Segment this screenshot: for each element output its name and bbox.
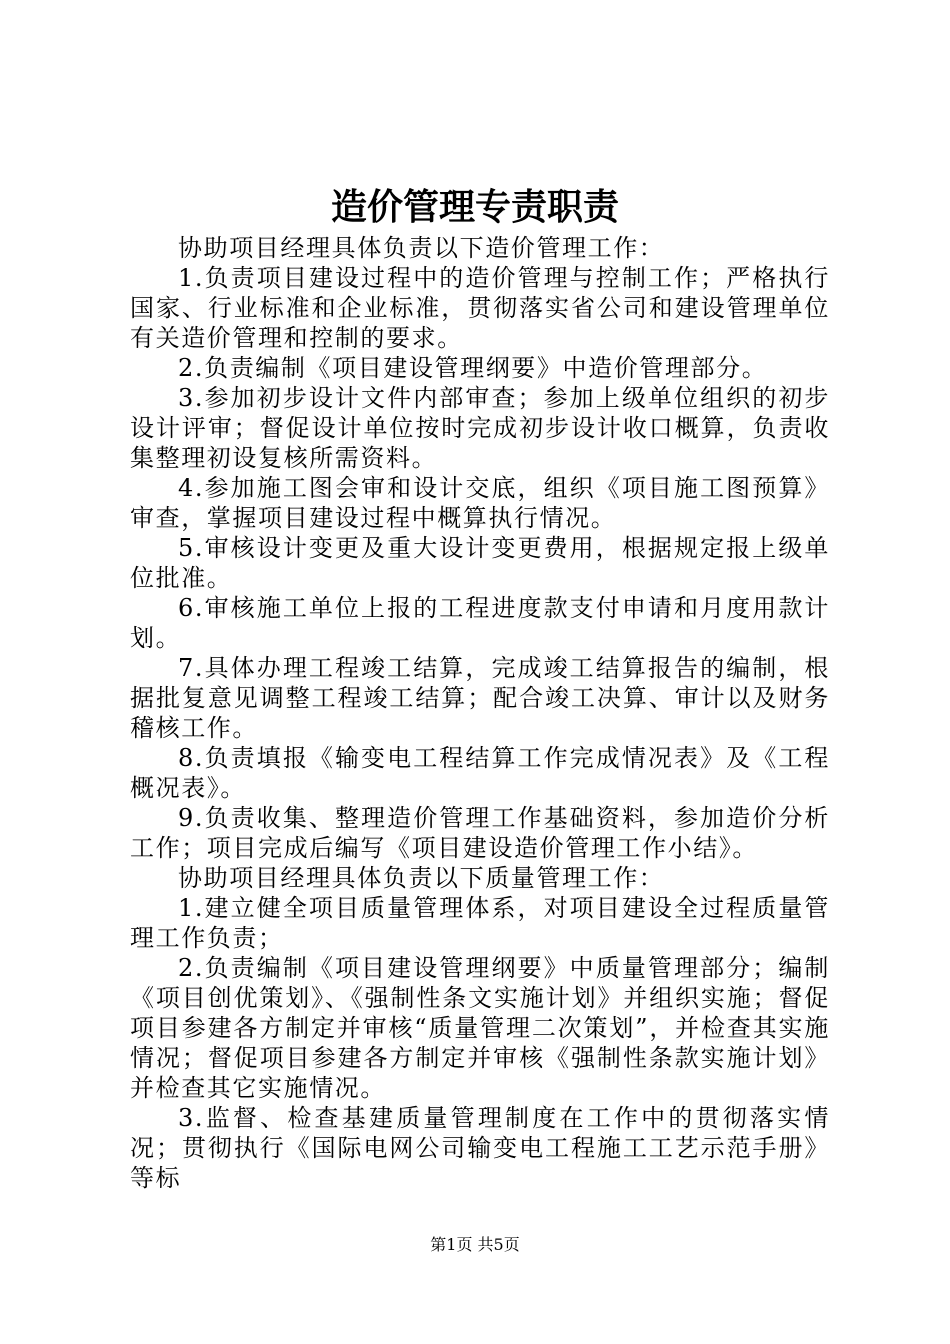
page-footer: 第1页 共5页 <box>430 1235 520 1254</box>
page-title: 造价管理专责职责 <box>330 186 619 228</box>
paragraph-quality-1: 1.建立健全项目质量管理体系，对项目建设全过程质量管理工作负责； <box>130 894 830 952</box>
paragraph-cost-5: 5.审核设计变更及重大设计变更费用，根据规定报上级单位批准。 <box>130 534 830 592</box>
paragraph-quality-2: 2.负责编制《项目建设管理纲要》中质量管理部分；编制《项目创优策划》、《强制性条文实施计划》并组织实施；督促项目参建各方制定并审核“质量管理二次策划”，并检查其实施情况；督促项目参建各方制定并审核《强制性条款实施计划》并检查其它实施情况。 <box>130 954 830 1102</box>
paragraph-cost-2: 2.负责编制《项目建设管理纲要》中造价管理部分。 <box>178 354 768 382</box>
paragraph-cost-4: 4.参加施工图会审和设计交底，组织《项目施工图预算》审查，掌握项目建设过程中概算执行情况。 <box>130 474 830 532</box>
paragraph-intro-cost: 协助项目经理具体负责以下造价管理工作： <box>178 234 665 262</box>
paragraph-cost-9: 9.负责收集、整理造价管理工作基础资料，参加造价分析工作；项目完成后编写《项目建设造价管理工作小结》。 <box>130 804 830 862</box>
paragraph-cost-8: 8.负责填报《输变电工程结算工作完成情况表》及《工程概况表》。 <box>130 744 830 802</box>
document-body <box>130 233 830 1193</box>
paragraph-quality-3: 3.监督、检查基建质量管理制度在工作中的贯彻落实情况；贯彻执行《国际电网公司输变电工程施工工艺示范手册》等标 <box>130 1104 830 1192</box>
paragraph-cost-7: 7.具体办理工程竣工结算，完成竣工结算报告的编制，根据批复意见调整工程竣工结算；配合竣工决算、审计以及财务稽核工作。 <box>130 654 830 742</box>
paragraph-cost-6: 6.审核施工单位上报的工程进度款支付申请和月度用款计划。 <box>130 594 830 652</box>
paragraph-cost-3: 3.参加初步设计文件内部审查；参加上级单位组织的初步设计评审；督促设计单位按时完成初步设计收口概算，负责收集整理初设复核所需资料。 <box>130 384 830 472</box>
paragraph-cost-1: 1.负责项目建设过程中的造价管理与控制工作；严格执行国家、行业标准和企业标准，贯彻落实省公司和建设管理单位有关造价管理和控制的要求。 <box>130 264 830 352</box>
paragraph-intro-quality: 协助项目经理具体负责以下质量管理工作： <box>178 864 665 892</box>
